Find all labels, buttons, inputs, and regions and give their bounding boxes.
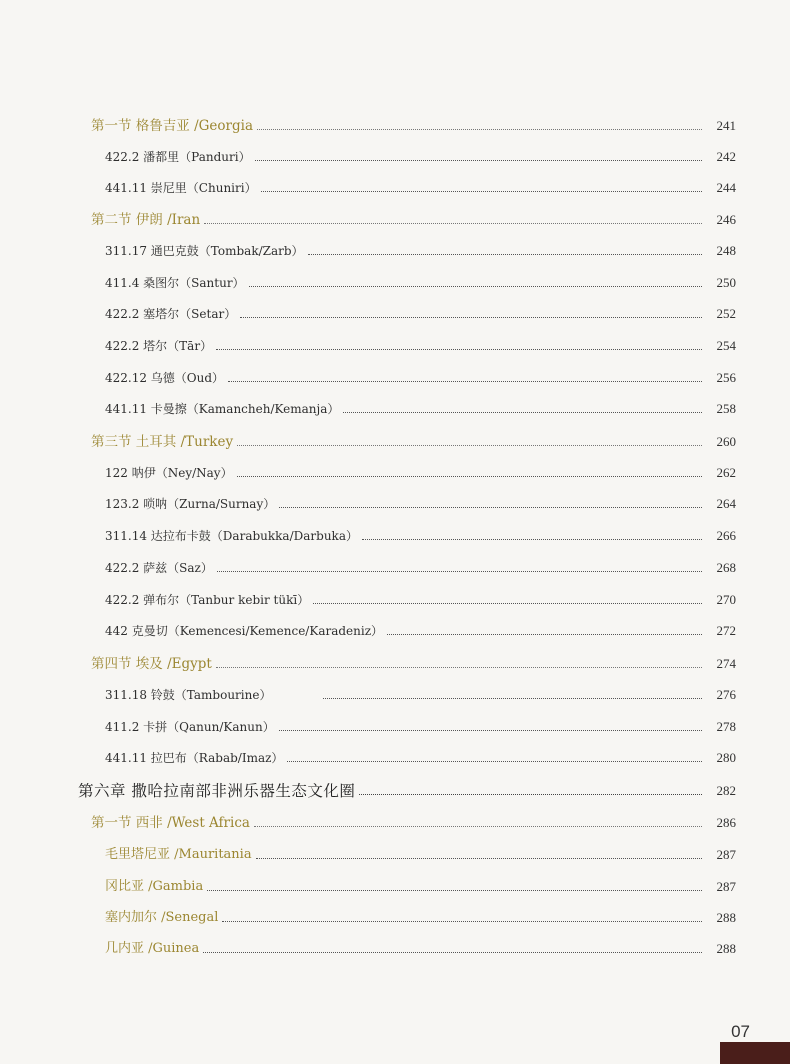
page-number: 07 [731,1022,750,1041]
toc-country-title: 冈比亚 /Gambia [105,879,204,894]
page-ref: 254 [716,338,736,353]
dot-leader [254,825,702,827]
dot-leader [279,729,702,731]
toc-section-row [91,813,736,833]
toc-entry-row [105,463,736,483]
page-ref: 248 [716,243,736,258]
toc-section-title: 第四节 埃及 /Egypt [91,656,212,672]
toc-entry-title: 441.11 卡曼擦（Kamancheh/Kemanja） [105,402,340,416]
page-ref: 262 [716,465,736,480]
page-ref: 256 [716,370,736,385]
toc-section-row [91,432,736,452]
toc-entry-title: 422.2 塔尔（Tār） [105,339,213,353]
page-ref: 244 [716,180,736,195]
dot-leader [207,889,702,891]
page-ref: 282 [716,783,736,798]
toc-entry-title: 422.12 乌德（Oud） [105,371,225,385]
dot-leader [323,697,702,699]
toc-entry-title: 422.2 萨兹（Saz） [105,561,213,575]
toc-entry-title: 422.2 塞塔尔（Setar） [105,307,237,321]
toc-entry-row [105,748,736,768]
page-ref: 264 [716,496,736,511]
toc-entry-title: 442 克曼切（Kemencesi/Kemence/Karadeniz） [105,624,384,638]
toc-country-row [105,877,736,897]
dot-leader [287,760,702,762]
dot-leader [228,380,702,382]
toc-entry-row [105,590,736,610]
dot-leader [237,475,702,477]
dot-leader [256,857,702,859]
toc-entry-row [105,717,736,737]
dot-leader [261,190,702,192]
page-ref: 270 [716,592,736,607]
page-ref: 268 [716,560,736,575]
toc-entry-row [105,241,736,261]
toc-entry-row [105,558,736,578]
toc-country-title: 塞内加尔 /Senegal [105,910,219,925]
toc-entry-title: 411.2 卡拼（Qanun/Kanun） [105,720,275,734]
toc-entry-title: 311.14 达拉布卡鼓（Darabukka/Darbuka） [105,529,358,543]
page-ref: 250 [716,275,736,290]
toc-entry-title: 441.11 拉巴布（Rabab/Imaz） [105,751,284,765]
dot-leader [237,444,702,446]
page-ref: 274 [716,656,736,671]
toc-section-row [91,116,736,136]
toc-entry-title: 123.2 唢呐（Zurna/Surnay） [105,497,276,511]
page-ref: 241 [716,118,736,133]
toc-entry-row [105,336,736,356]
toc-entry-title: 422.2 弹布尔（Tanbur kebir tükī） [105,593,310,607]
toc-entry-row [105,368,736,388]
dot-leader [222,920,702,922]
dot-leader [203,951,702,953]
page-ref: 242 [716,149,736,164]
dot-leader [313,602,702,604]
toc-entry-title: 311.18 铃鼓（Tambourine） [105,688,272,702]
toc-entry-title: 422.2 潘都里（Panduri） [105,150,251,164]
toc-section-row [91,210,736,230]
toc-entry-title: 411.4 桑图尔（Santur） [105,276,245,290]
toc-entry-title: 441.11 崇尼里（Chuniri） [105,181,257,195]
dot-leader [217,570,702,572]
page-ref: 288 [716,941,736,956]
dot-leader [387,633,702,635]
toc-chapter-title: 第六章 撒哈拉南部非洲乐器生态文化圈 [78,782,356,800]
page-ref: 246 [716,212,736,227]
toc-section-title: 第三节 土耳其 /Turkey [91,434,234,450]
page-ref: 280 [716,750,736,765]
page-ref: 288 [716,910,736,925]
dot-leader [359,793,702,795]
toc-entry-title: 122 呐伊（Ney/Nay） [105,466,233,480]
toc-entry-title: 311.17 通巴克鼓（Tombak/Zarb） [105,244,304,258]
page-ref: 252 [716,306,736,321]
dot-leader [216,666,702,668]
toc-country-row [105,908,736,928]
corner-color-block [720,1042,790,1064]
page-ref: 272 [716,623,736,638]
dot-leader [308,253,702,255]
dot-leader [279,506,702,508]
dot-leader [343,411,702,413]
page-ref: 266 [716,528,736,543]
dot-leader [240,316,702,318]
toc-section-title: 第二节 伊朗 /Iran [91,212,201,228]
toc-section-row [91,654,736,674]
toc-entry-row [105,273,736,293]
toc-entry-row [105,526,736,546]
dot-leader [216,348,702,350]
toc-entry-row [105,304,736,324]
dot-leader [257,128,702,130]
toc-section-title: 第一节 格鲁吉亚 /Georgia [91,118,253,134]
dot-leader [255,159,702,161]
toc-entry-row [105,494,736,514]
toc-country-title: 几内亚 /Guinea [105,941,200,956]
page-ref: 286 [716,815,736,830]
page-ref: 258 [716,401,736,416]
toc-entry-row [105,621,736,641]
page-ref: 287 [716,879,736,894]
page-ref: 260 [716,434,736,449]
dot-leader [362,538,702,540]
toc-country-title: 毛里塔尼亚 /Mauritania [105,847,252,862]
dot-leader [204,222,702,224]
page-ref: 278 [716,719,736,734]
toc-entry-row [105,147,736,167]
page-ref: 287 [716,847,736,862]
toc-country-row [105,939,736,959]
page-ref: 276 [716,687,736,702]
toc-chapter-row [78,781,736,801]
dot-leader [249,285,702,287]
toc-entry-row [105,685,736,705]
toc-section-title: 第一节 西非 /West Africa [91,815,250,831]
toc-country-row [105,845,736,865]
toc-entry-row [105,178,736,198]
toc-entry-row [105,399,736,419]
